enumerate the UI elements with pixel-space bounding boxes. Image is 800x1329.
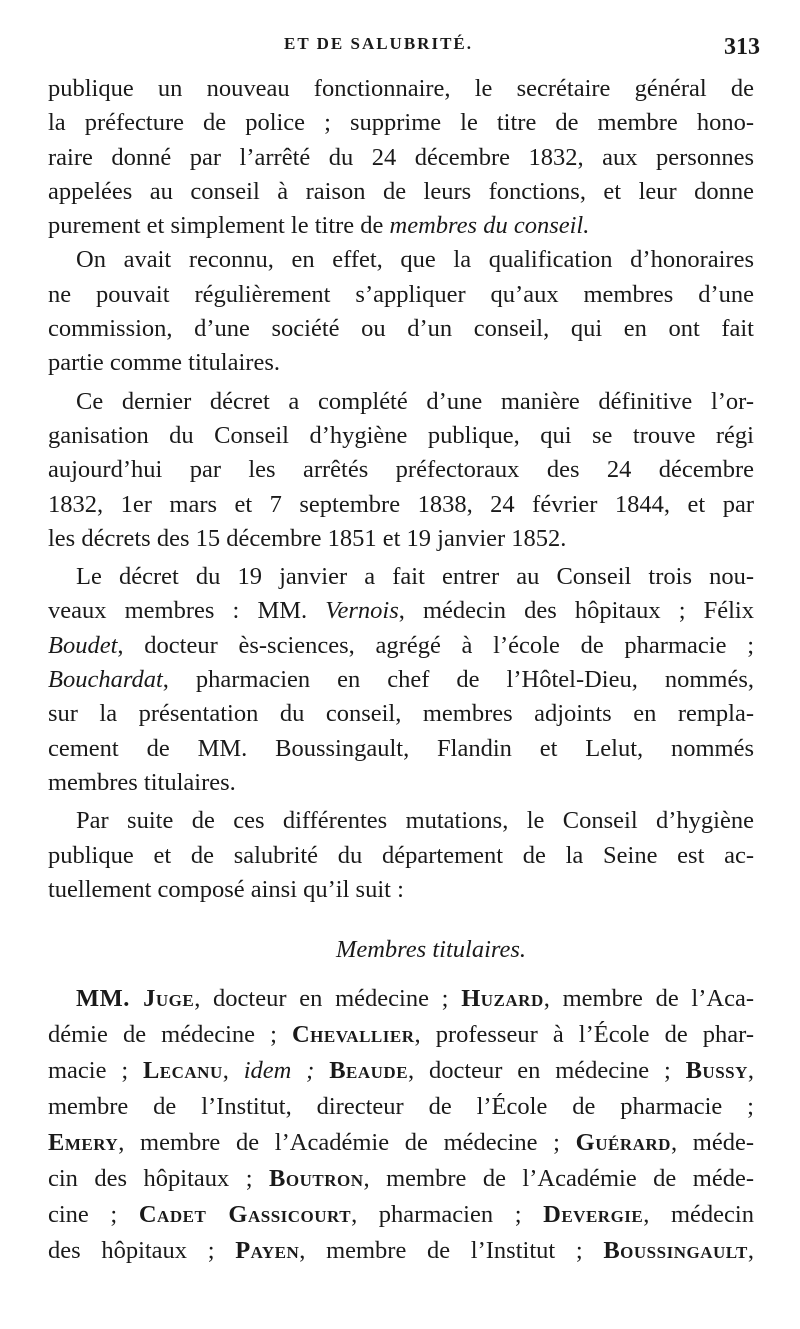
text-line: Le décret du 19 janvier a fait entrer au Conseil trois nou- — [76, 563, 754, 591]
member-name: Boutron — [269, 1165, 364, 1193]
running-head — [48, 28, 760, 72]
member-name: Lecanu — [142, 1057, 223, 1085]
text-line — [48, 629, 754, 663]
text-run: macie ; — [48, 1057, 143, 1085]
text-line: partie comme titulaires. — [48, 349, 280, 377]
member-name: Juge — [143, 985, 195, 1013]
text-line: raire donné par l’arrêté du 24 décembre 1832, aux personnes — [48, 143, 754, 171]
text-run: démie de médecine ; — [48, 1021, 292, 1049]
paragraph — [48, 243, 754, 380]
member-name: Cadet Gassicourt — [138, 1201, 352, 1229]
italic-run: idem ; — [243, 1057, 315, 1085]
text-run: , membre de l’Institut ; — [299, 1237, 604, 1265]
text-run: , médecin des hôpitaux ; Félix — [398, 597, 754, 625]
text-run: cine ; — [48, 1201, 139, 1229]
member-name: Chevallier — [291, 1021, 415, 1049]
italic-run: membres du conseil. — [389, 212, 590, 240]
text-line: Par suite de ces différentes mutations, le Conseil d’hygiène — [76, 807, 754, 835]
text-line — [48, 1125, 754, 1161]
text-line — [48, 594, 754, 628]
member-name: Guérard — [575, 1129, 671, 1157]
text-line: membre de l’Institut, directeur de l’École de pharmacie ; — [48, 1093, 754, 1121]
text-run — [314, 1057, 329, 1084]
text-line: les décrets des 15 décembre 1851 et 19 janvier 1852. — [48, 524, 567, 552]
text-line: appelées au conseil à raison de leurs fonctions, et leur donne — [48, 177, 754, 205]
member-name: Beaude — [329, 1057, 409, 1085]
text-run: veaux membres : MM. — [48, 597, 326, 625]
text-line: tuellement composé ainsi qu’il suit : — [48, 875, 404, 903]
member-name: Boussingault — [603, 1237, 748, 1265]
text-line — [48, 1161, 754, 1197]
text-line — [48, 663, 754, 697]
text-run: purement et simplement le titre de — [48, 212, 390, 240]
paragraph — [48, 560, 754, 800]
paragraph — [48, 385, 754, 556]
text-run: , — [747, 1057, 755, 1085]
text-run: , professeur à l’École de phar- — [414, 1021, 754, 1049]
text-line — [48, 1197, 754, 1233]
text-run: , docteur ès-sciences, agrégé à l’école de pharmacie ; — [117, 631, 754, 659]
text-run: , membre de l’Académie de méde- — [363, 1165, 754, 1193]
text-line: 1832, 1er mars et 7 septembre 1838, 24 février 1844, et par — [48, 490, 754, 518]
text-run: , — [747, 1237, 754, 1265]
members-list — [48, 981, 754, 1269]
text-run: , docteur en médecine ; — [408, 1057, 686, 1085]
text-line: ne pouvait régulièrement s’appliquer qu’aux membres d’une — [48, 280, 754, 308]
member-name: Devergie — [543, 1201, 644, 1229]
book-page — [48, 28, 760, 1269]
text-line — [48, 1017, 754, 1053]
running-title: ET DE SALUBRITÉ. — [284, 34, 473, 53]
text-run: , docteur en médecine ; — [194, 985, 462, 1013]
text-run: , pharmacien ; — [351, 1201, 544, 1229]
text-run: MM. — [76, 985, 144, 1013]
text-line: la préfecture de police ; supprime le titre de membre hono- — [48, 109, 754, 137]
text-line: ganisation du Conseil d’hygiène publique, qui se trouve régi — [48, 421, 754, 449]
paragraph — [48, 804, 754, 907]
text-line: membres titulaires. — [48, 768, 236, 796]
member-name: Emery — [48, 1129, 119, 1157]
italic-run: Vernois — [325, 597, 399, 625]
member-name: Huzard — [461, 985, 544, 1013]
text-line: cement de MM. Boussingault, Flandin et Lelut, nommés — [48, 734, 754, 762]
text-line: On avait reconnu, en effet, que la qualification d’honoraires — [76, 246, 754, 274]
text-line: commission, d’une société ou d’un conseil, qui en ont fait — [48, 315, 754, 343]
text-line: aujourd’hui par les arrêtés préfectoraux des 24 décembre — [48, 456, 754, 484]
text-run: cin des hôpitaux ; — [48, 1165, 270, 1193]
section-heading: Membres titulaires. — [335, 936, 527, 964]
text-line — [48, 1053, 754, 1089]
member-name: Payen — [235, 1237, 300, 1265]
italic-run: Bouchardat — [48, 666, 163, 694]
text-run: , membre de l’Aca- — [543, 985, 754, 1013]
page-number: 313 — [724, 34, 760, 60]
text-run: , membre de l’Académie de médecine ; — [118, 1129, 576, 1157]
text-line: publique un nouveau fonctionnaire, le secrétaire général de — [48, 75, 754, 102]
text-run: des hôpitaux ; — [48, 1237, 236, 1265]
text-line: publique et de salubrité du département de la Seine est ac- — [48, 841, 754, 869]
member-name: Bussy — [685, 1057, 748, 1085]
text-line: sur la présentation du conseil, membres adjoints en rempla- — [48, 700, 754, 728]
text-run: , médecin — [643, 1201, 754, 1229]
text-line: Ce dernier décret a complété d’une manière définitive l’or- — [76, 387, 754, 415]
paragraph — [48, 72, 754, 243]
text-line — [48, 209, 754, 243]
text-run: , méde- — [670, 1129, 754, 1157]
text-run: , — [222, 1057, 244, 1085]
text-line — [48, 981, 754, 1017]
text-run: , pharmacien en chef de l’Hôtel-Dieu, nommés, — [162, 666, 754, 694]
italic-run: Boudet — [48, 631, 118, 659]
text-line — [48, 1233, 754, 1269]
